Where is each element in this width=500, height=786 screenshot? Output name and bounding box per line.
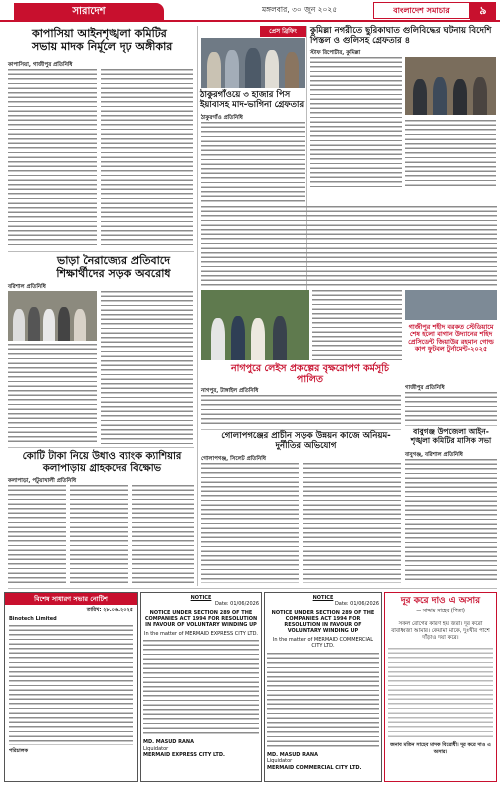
notice-body: [143, 640, 259, 736]
notice-signer: পরিচালক: [9, 748, 28, 754]
ad-headline: দূর করে দাও এ অসার: [400, 596, 481, 606]
article-divider: [8, 588, 497, 589]
ad-text: [388, 648, 493, 738]
article-divider: [201, 429, 401, 430]
column-rule: [197, 26, 198, 586]
article-3-byline: স্টাফ রিপোর্টার, কুমিল্লা: [310, 50, 361, 56]
notice-heading: NOTICE UNDER SECTION 289 OF THE COMPANIES ACT 1994 FOR RESOLUTION IN FAVOUR OF VOLUNTARY WINDING UP: [144, 609, 258, 628]
notice-body: [9, 625, 133, 745]
article-8-headline: গাজীপুর শহীদ বরকত স্টেডিয়ামে শেষ হলো বাগান উদ্যানের শহিদ প্রেসিডেন্ট জিয়াউর রহমান গোল্ড কাপ ফুটবল টুর্নামেন্ট-২০২৫: [408, 323, 494, 354]
article-6-body: [312, 290, 402, 360]
article-4-photo: [8, 291, 97, 341]
article-divider: [8, 251, 194, 252]
article-7-byline: গোলাপগঞ্জ, সিলেট প্রতিনিধি: [201, 456, 266, 462]
article-9-headline: বাবুগঞ্জ উপজেলা আইন-শৃঙ্খলা কমিটির মাসিক সভা: [410, 427, 492, 445]
article-6-headline: নাগপুরে লেইস প্রকল্পের বৃক্ষরোপণ কর্মসূচি পালিত: [230, 363, 390, 385]
article-6-body: [201, 395, 401, 425]
article-6-photo: [201, 290, 309, 360]
issue-date: মঙ্গলবার, ৩০ জুন ২০২৫: [262, 5, 338, 14]
article-5-headline: কোটি টাকা নিয়ে উধাও ব্যাংক ক্যাশিয়ার কলাপাড়ায় গ্রাহকদের বিক্ষোভ: [22, 451, 182, 474]
article-divider: [405, 425, 497, 426]
article-5-body: [132, 485, 194, 583]
article-6-byline: নাগপুর, টাঙ্গাইল প্রতিনিধি: [201, 388, 259, 394]
article-5-body: [70, 485, 128, 583]
article-4-byline: বরিশাল প্রতিনিধি: [8, 284, 46, 290]
article-5-byline: কলাপাড়া, পটুয়াখালী প্রতিনিধি: [8, 478, 77, 484]
article-2-body: [201, 122, 305, 202]
article-7-body: [201, 463, 299, 583]
article-5-body: [8, 485, 66, 583]
article-2-photo: [201, 38, 305, 88]
article-9-byline: বাবুগঞ্জ, বরিশাল প্রতিনিধি: [405, 452, 463, 458]
notice-date: Date: 01/06/2026: [214, 601, 259, 607]
article-2-body-continued: [201, 206, 497, 286]
page-number: ৯: [470, 2, 496, 20]
article-3-photo: [405, 57, 496, 115]
article-4-body: [101, 291, 193, 444]
press-briefing-tag: প্রেস ব্রিফিং: [260, 26, 306, 37]
article-8-body: [405, 392, 497, 422]
notice-company: MERMAID EXPRESS CITY LTD.: [143, 752, 225, 758]
notice-role: Liquidator: [267, 758, 293, 764]
article-1-byline: কাপাসিয়া, গাজীপুর প্রতিনিধি: [8, 62, 73, 68]
awareness-ad: [384, 592, 497, 782]
article-divider: [8, 447, 194, 448]
notice-heading: NOTICE UNDER SECTION 289 OF THE COMPANIES ACT 1994 FOR RESOLUTION IN FAVOUR OF VOLUNTARY WINDING UP: [271, 609, 375, 634]
notice-date: Date: 01/06/2026: [334, 601, 379, 607]
notice-signer: MD. MASUD RANA: [267, 751, 318, 758]
article-4-headline: ভাড়া নৈরাজ্যের প্রতিবাদে শিক্ষার্থীদের সড়ক অবরোধ: [56, 254, 171, 280]
notice-date: তারিখ: ২৮.০৬.২০২৫: [86, 607, 133, 613]
article-3-body: [310, 57, 402, 187]
notice-body: [267, 653, 379, 749]
notice-role: Liquidator: [143, 745, 169, 752]
article-3-body: [405, 120, 496, 187]
ad-footer: জনাব মতিন সাহেব মাদক বিরোধী। দূর করে দাও এ অসার।: [390, 742, 491, 755]
article-8-byline: গাজীপুর প্রতিনিধি: [405, 385, 445, 391]
notice-company: Binotech Limited: [9, 615, 57, 622]
article-8-photo-small: [405, 290, 497, 320]
ad-subline: — সাদ্দাম সাহেব (পিতা): [416, 608, 465, 615]
section-label: সারাদেশ: [14, 3, 164, 20]
article-7-headline: গোলাপগঞ্জের প্রাচীন সড়ক উন্নয়ন কাজে অনিয়ম-দুর্নীতির অভিযোগ: [221, 431, 391, 451]
notice-title: বিশেষ সাধারণ সভার নোটিশ: [5, 593, 137, 605]
english-notice-2: [264, 592, 382, 782]
notice-matter: In the matter of MERMAID EXPRESS CITY LTD.: [143, 630, 259, 637]
ad-body: সকল রোগের কারণ হয় জরা। দূর করো বাবাধ্বজা আমার। কেয়ামা মাকে, দুঃখীর পাশে দাঁড়াও দয়া করে।: [391, 620, 490, 642]
article-7-body: [303, 463, 401, 583]
article-2-headline: ঠাকুরগাঁওয়ে ৩ হাজার পিস ইয়াবাসহ মাদ-ভাগিনা গ্রেফতার: [200, 90, 305, 110]
article-1-body: [8, 69, 97, 247]
article-2-byline: ঠাকুরগাঁও প্রতিনিধি: [201, 115, 243, 121]
notice-signer: MD. MASUD RANA: [143, 739, 194, 745]
article-4-body: [8, 344, 97, 444]
article-1-body: [101, 69, 193, 247]
english-notice-1: [140, 592, 262, 782]
notice-label: NOTICE: [312, 595, 334, 601]
notice-matter: In the matter of MERMAID COMMERCIAL CITY LTD.: [272, 636, 374, 649]
notice-label: NOTICE: [190, 595, 212, 601]
notice-company: MERMAID COMMERCIAL CITY LTD.: [267, 764, 362, 771]
article-3-headline: কুমিল্লা নগরীতে ছুরিকাঘাত গুলিবিদ্ধের ঘটনায় বিদেশি পিস্তল ও গুলিসহ গ্রেফতার ৪: [310, 26, 492, 46]
article-9-body: [405, 459, 497, 583]
newspaper-logo: বাংলাদেশ সমাচার: [373, 2, 470, 19]
bengali-notice: [4, 592, 138, 782]
article-1-headline: কাপাসিয়া আইনশৃঙ্খলা কমিটির সভায় মাদক নির্মূলে দৃঢ় অঙ্গীকার: [32, 27, 173, 53]
